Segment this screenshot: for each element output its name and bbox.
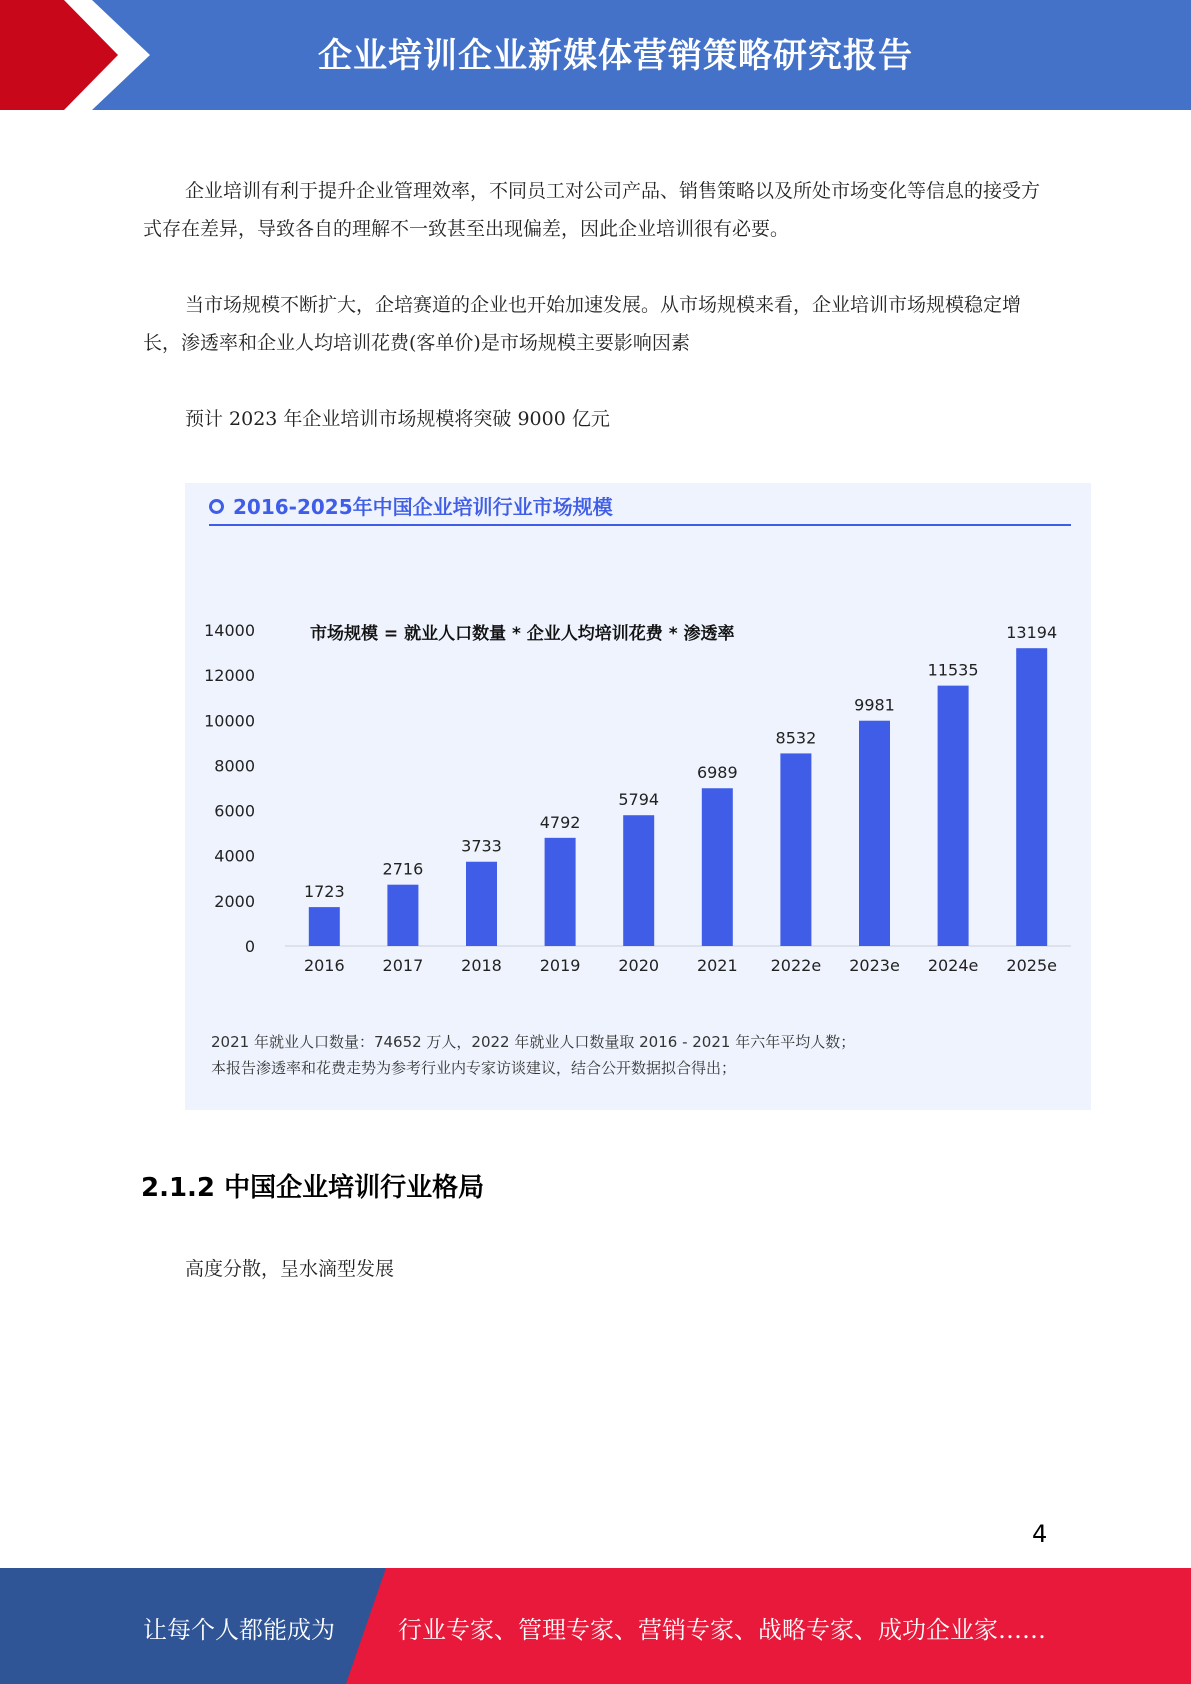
bar <box>859 721 890 946</box>
chart-footnote-2: 本报告渗透率和花费走势为参考行业内专家访谈建议，结合公开数据拟合得出； <box>211 1059 737 1077</box>
y-tick-label: 12000 <box>204 666 255 686</box>
market-size-chart-panel <box>185 483 1091 1110</box>
bar <box>623 815 654 946</box>
page-footer <box>0 1568 1191 1684</box>
bar <box>309 907 340 946</box>
x-tick-label: 2023e <box>849 956 900 975</box>
data-label: 9981 <box>854 695 895 715</box>
bar <box>702 788 733 946</box>
bar <box>387 885 418 946</box>
y-tick-label: 8000 <box>214 756 255 776</box>
chart-footnote-1: 2021 年就业人口数量：74652 万人，2022 年就业人口数量取 2016 - 2021 年六年平均人数； <box>211 1033 856 1051</box>
data-label: 4792 <box>539 812 581 832</box>
data-label: 3733 <box>461 836 502 856</box>
y-tick-label: 14000 <box>204 621 255 640</box>
footer-tagline: 行业专家、管理专家、营销专家、战略专家、成功企业家…… <box>398 1616 1046 1644</box>
market-paragraph: 当市场规模不断扩大，企培赛道的企业也开始加速发展。从市场规模来看，企业培训市场规模稳定增长，渗透率和企业人均培训花费(客单价)是市场规模主要影响因素 <box>143 294 1022 354</box>
bar <box>466 862 497 946</box>
y-tick-label: 6000 <box>214 801 255 821</box>
bar <box>780 753 811 946</box>
section-paragraph: 高度分散，呈水滴型发展 <box>185 1258 395 1280</box>
x-tick-label: 2025e <box>1006 956 1057 975</box>
x-tick-label: 2018 <box>461 956 502 975</box>
x-tick-label: 2020 <box>618 956 660 975</box>
y-tick-label: 4000 <box>214 846 255 866</box>
data-label: 6989 <box>696 763 738 783</box>
x-tick-label: 2024e <box>927 956 979 975</box>
bar-chart <box>185 483 1091 1023</box>
x-tick-label: 2022e <box>770 956 822 975</box>
x-tick-label: 2019 <box>539 956 581 975</box>
bar <box>1016 648 1047 946</box>
data-label: 8532 <box>775 728 817 748</box>
y-tick-label: 0 <box>244 937 255 956</box>
section-heading: 2.1.2 中国企业培训行业格局 <box>141 1173 485 1203</box>
intro-paragraph: 企业培训有利于提升企业管理效率，不同员工对公司产品、销售策略以及所处市场变化等信息的接受方式存在差异，导致各自的理解不一致甚至出现偏差，因此企业培训很有必要。 <box>143 180 1041 240</box>
x-tick-label: 2016 <box>303 956 345 975</box>
data-label: 5794 <box>618 790 660 810</box>
data-label: 13194 <box>1006 623 1058 643</box>
page-header <box>0 0 1191 110</box>
y-tick-label: 10000 <box>204 711 255 731</box>
bar <box>938 686 969 946</box>
chart-title: 2016-2025年中国企业培训行业市场规模 <box>233 495 613 519</box>
x-tick-label: 2017 <box>382 956 424 975</box>
data-label: 11535 <box>927 660 979 680</box>
page-number: 4 <box>1032 1520 1048 1548</box>
data-label: 2716 <box>382 859 424 879</box>
footer-slogan: 让每个人都能成为 <box>143 1616 335 1644</box>
x-tick-label: 2021 <box>696 956 738 975</box>
document-title: 企业培训企业新媒体营销策略研究报告 <box>318 36 913 76</box>
chart-formula: 市场规模 = 就业人口数量 * 企业人均培训花费 * 渗透率 <box>310 624 735 644</box>
forecast-paragraph: 预计 2023 年企业培训市场规模将突破 9000 亿元 <box>185 408 610 430</box>
bar <box>545 838 576 946</box>
data-label: 1723 <box>303 882 345 902</box>
y-tick-label: 2000 <box>214 891 255 911</box>
